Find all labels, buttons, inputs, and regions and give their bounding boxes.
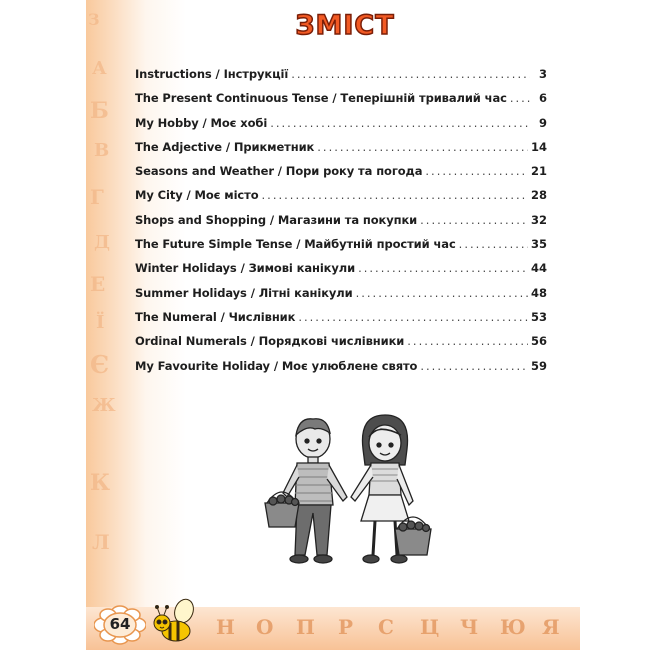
- toc-leader-dots: [317, 135, 528, 159]
- footer-letter: Ю: [500, 615, 526, 639]
- toc-entry-title: The Present Continuous Tense / Теперішній тривалий час: [135, 91, 507, 106]
- side-letter: З: [88, 10, 100, 29]
- page-footer: [86, 595, 580, 650]
- toc-entry[interactable]: [135, 159, 547, 183]
- footer-letter: С: [378, 615, 394, 639]
- toc-entry-title: My Hobby / Моє хобі: [135, 115, 268, 130]
- toc-entry-title: The Numeral / Числівник: [135, 309, 296, 324]
- toc-entry-page: 6: [538, 91, 547, 106]
- page-number: 64: [109, 615, 131, 633]
- footer-letter: Р: [338, 615, 354, 639]
- toc-entry[interactable]: [135, 62, 547, 86]
- toc-entry[interactable]: [135, 256, 547, 280]
- toc-entry[interactable]: [135, 86, 547, 110]
- toc-entry[interactable]: [135, 111, 547, 135]
- side-letter: Е: [90, 272, 106, 296]
- boy-figure: [265, 419, 347, 563]
- side-letter: Ї: [96, 312, 105, 333]
- footer-letter: Ц: [420, 615, 440, 639]
- toc-entry-page: 56: [530, 334, 547, 349]
- toc-entry-page: 59: [530, 358, 547, 373]
- toc-entry-page: 28: [530, 188, 547, 203]
- toc-entry-page: 3: [538, 67, 547, 81]
- toc-entry-page: 48: [530, 285, 547, 300]
- girl-figure: [351, 415, 431, 563]
- toc-entry-page: 53: [530, 309, 547, 324]
- toc-entry-title: Shops and Shopping / Магазини та покупки: [135, 212, 418, 227]
- toc-leader-dots: [262, 183, 528, 207]
- toc-entry[interactable]: [135, 329, 547, 353]
- toc-entry-title: Winter Holidays / Зимові канікули: [135, 261, 356, 276]
- toc-leader-dots: [510, 86, 530, 110]
- footer-letter: О: [256, 615, 274, 639]
- table-of-contents: [135, 62, 547, 378]
- toc-entry-title: Summer Holidays / Літні канікули: [135, 285, 353, 300]
- toc-entry-page: 9: [538, 115, 547, 130]
- side-letter: А: [92, 58, 107, 79]
- toc-entry[interactable]: [135, 305, 547, 329]
- toc-entry[interactable]: [135, 135, 547, 159]
- toc-leader-dots: [420, 208, 528, 232]
- toc-entry[interactable]: [135, 281, 547, 305]
- side-letter: Л: [92, 530, 110, 554]
- side-letter: Д: [94, 232, 111, 253]
- toc-entry[interactable]: [135, 232, 547, 256]
- toc-leader-dots: [298, 305, 528, 329]
- toc-entry-title: Seasons and Weather / Пори року та погода: [135, 164, 423, 179]
- toc-entry-title: Instructions / Інструкції: [135, 67, 289, 81]
- toc-entry[interactable]: [135, 354, 547, 378]
- footer-letter: Ч: [460, 615, 479, 639]
- side-letter: К: [90, 470, 111, 496]
- toc-entry-page: 32: [530, 212, 547, 227]
- toc-leader-dots: [358, 256, 528, 280]
- toc-entry-title: My Favourite Holiday / Моє улюблене свято: [135, 358, 418, 373]
- toc-leader-dots: [270, 111, 530, 135]
- toc-leader-dots: [291, 62, 530, 86]
- toc-entry-page: 44: [530, 261, 547, 276]
- children-with-baskets-illustration: [255, 405, 445, 575]
- toc-entry-title: The Future Simple Tense / Майбутній простий час: [135, 237, 456, 252]
- side-letter: Б: [90, 98, 109, 124]
- side-letter: Г: [90, 185, 104, 209]
- toc-entry-page: 14: [530, 139, 547, 154]
- toc-entry-title: The Adjective / Прикметник: [135, 139, 315, 154]
- toc-leader-dots: [425, 159, 528, 183]
- toc-leader-dots: [407, 329, 528, 353]
- footer-letter: Н: [216, 615, 235, 639]
- side-letter: Є: [90, 350, 110, 379]
- page-title: ЗМІСТ: [295, 10, 395, 41]
- side-letter: В: [94, 140, 110, 161]
- right-margin: [580, 0, 650, 650]
- side-letter: Ж: [92, 395, 116, 416]
- toc-entry[interactable]: [135, 183, 547, 207]
- toc-entry[interactable]: [135, 208, 547, 232]
- toc-entry-title: My City / Моє місто: [135, 188, 259, 203]
- footer-letter: Я: [542, 615, 560, 639]
- toc-entry-page: 35: [530, 237, 547, 252]
- footer-letter: П: [296, 615, 315, 639]
- bee-icon: [148, 597, 208, 647]
- toc-leader-dots: [356, 281, 528, 305]
- toc-leader-dots: [420, 354, 528, 378]
- toc-entry-title: Ordinal Numerals / Порядкові числівники: [135, 334, 405, 349]
- toc-leader-dots: [459, 232, 528, 256]
- toc-entry-page: 21: [530, 164, 547, 179]
